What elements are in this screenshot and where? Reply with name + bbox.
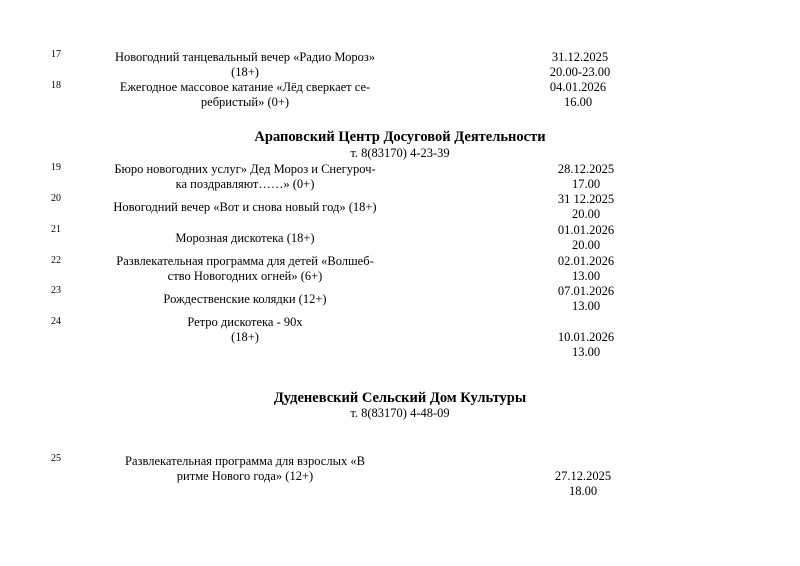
section-heading: Дуденевский Сельский Дом Культуры xyxy=(273,390,527,406)
event-title-line: Развлекательная программа для детей «Волшеб- xyxy=(116,254,374,268)
event-title-line: Новогодний танцевальный вечер «Радио Мороз» xyxy=(114,50,376,64)
event-datetime xyxy=(530,50,630,80)
event-title-line: ка поздравляют……» (0+) xyxy=(175,177,315,191)
row-number: 20 xyxy=(51,193,61,204)
event-title-line: Рождественские колядки (12+) xyxy=(163,292,327,306)
row-number: 19 xyxy=(51,162,61,173)
event-title xyxy=(95,454,395,484)
event-date: 02.01.2026 xyxy=(557,254,615,268)
event-datetime xyxy=(536,223,636,253)
event-date: 10.01.2026 xyxy=(557,330,615,344)
event-date: 07.01.2026 xyxy=(557,284,615,298)
event-title-line: Морозная дискотека (18+) xyxy=(175,231,315,245)
event-title-line: Новогодний вечер «Вот и снова новый год» (18+) xyxy=(113,200,377,214)
event-time: 13.00 xyxy=(571,299,601,313)
event-date: 01.01.2026 xyxy=(557,223,615,237)
event-time: 17.00 xyxy=(571,177,601,191)
event-title xyxy=(95,315,395,345)
row-number: 22 xyxy=(51,255,61,266)
section-phone: т. 8(83170) 4-48-09 xyxy=(350,406,450,420)
event-time: 18.00 xyxy=(568,484,598,498)
row-number: 23 xyxy=(51,285,61,296)
event-time: 20.00 xyxy=(571,238,601,252)
event-title-line: (18+) xyxy=(231,330,259,344)
row-number: 21 xyxy=(51,224,61,235)
event-title-line: Развлекательная программа для взрослых «В xyxy=(125,454,365,468)
event-datetime xyxy=(533,469,633,499)
row-number: 17 xyxy=(51,49,61,60)
event-title xyxy=(95,50,395,80)
section-phone: т. 8(83170) 4-23-39 xyxy=(350,146,450,160)
event-date: 31.12.2025 xyxy=(551,50,609,64)
event-time: 13.00 xyxy=(571,269,601,283)
event-title-line: ритме Нового года» (12+) xyxy=(176,469,314,483)
event-time: 16.00 xyxy=(563,95,593,109)
event-time: 20.00-23.00 xyxy=(549,65,611,79)
event-title-line: Ежегодное массовое катание «Лёд сверкает се- xyxy=(119,80,371,94)
event-time: 13.00 xyxy=(571,345,601,359)
section-heading: Араповский Центр Досуговой Деятельности xyxy=(254,129,546,145)
row-number: 24 xyxy=(51,316,61,327)
event-datetime xyxy=(536,330,636,360)
event-datetime xyxy=(536,254,636,284)
event-date: 31 12.2025 xyxy=(557,192,615,206)
event-date: 27.12.2025 xyxy=(554,469,612,483)
event-datetime xyxy=(536,192,636,222)
event-title xyxy=(95,80,395,110)
event-title xyxy=(95,231,395,246)
event-datetime xyxy=(528,80,628,110)
event-title-line: ство Новогодних огней» (6+) xyxy=(167,269,323,283)
event-datetime xyxy=(536,162,636,192)
event-title-line: Бюро новогодних услуг» Дед Мороз и Снегуроч- xyxy=(114,162,376,176)
event-date: 28.12.2025 xyxy=(557,162,615,176)
event-time: 20.00 xyxy=(571,207,601,221)
event-datetime xyxy=(536,284,636,314)
row-number: 18 xyxy=(51,80,61,91)
event-date: 04.01.2026 xyxy=(549,80,607,94)
event-title-line: (18+) xyxy=(231,65,259,79)
row-number: 25 xyxy=(51,453,61,464)
event-title xyxy=(95,292,395,307)
event-title-line: Ретро дискотека - 90х xyxy=(187,315,303,329)
event-title xyxy=(95,254,395,284)
event-title xyxy=(95,162,395,192)
event-title-line: ребристый» (0+) xyxy=(200,95,290,109)
event-title xyxy=(95,200,395,215)
